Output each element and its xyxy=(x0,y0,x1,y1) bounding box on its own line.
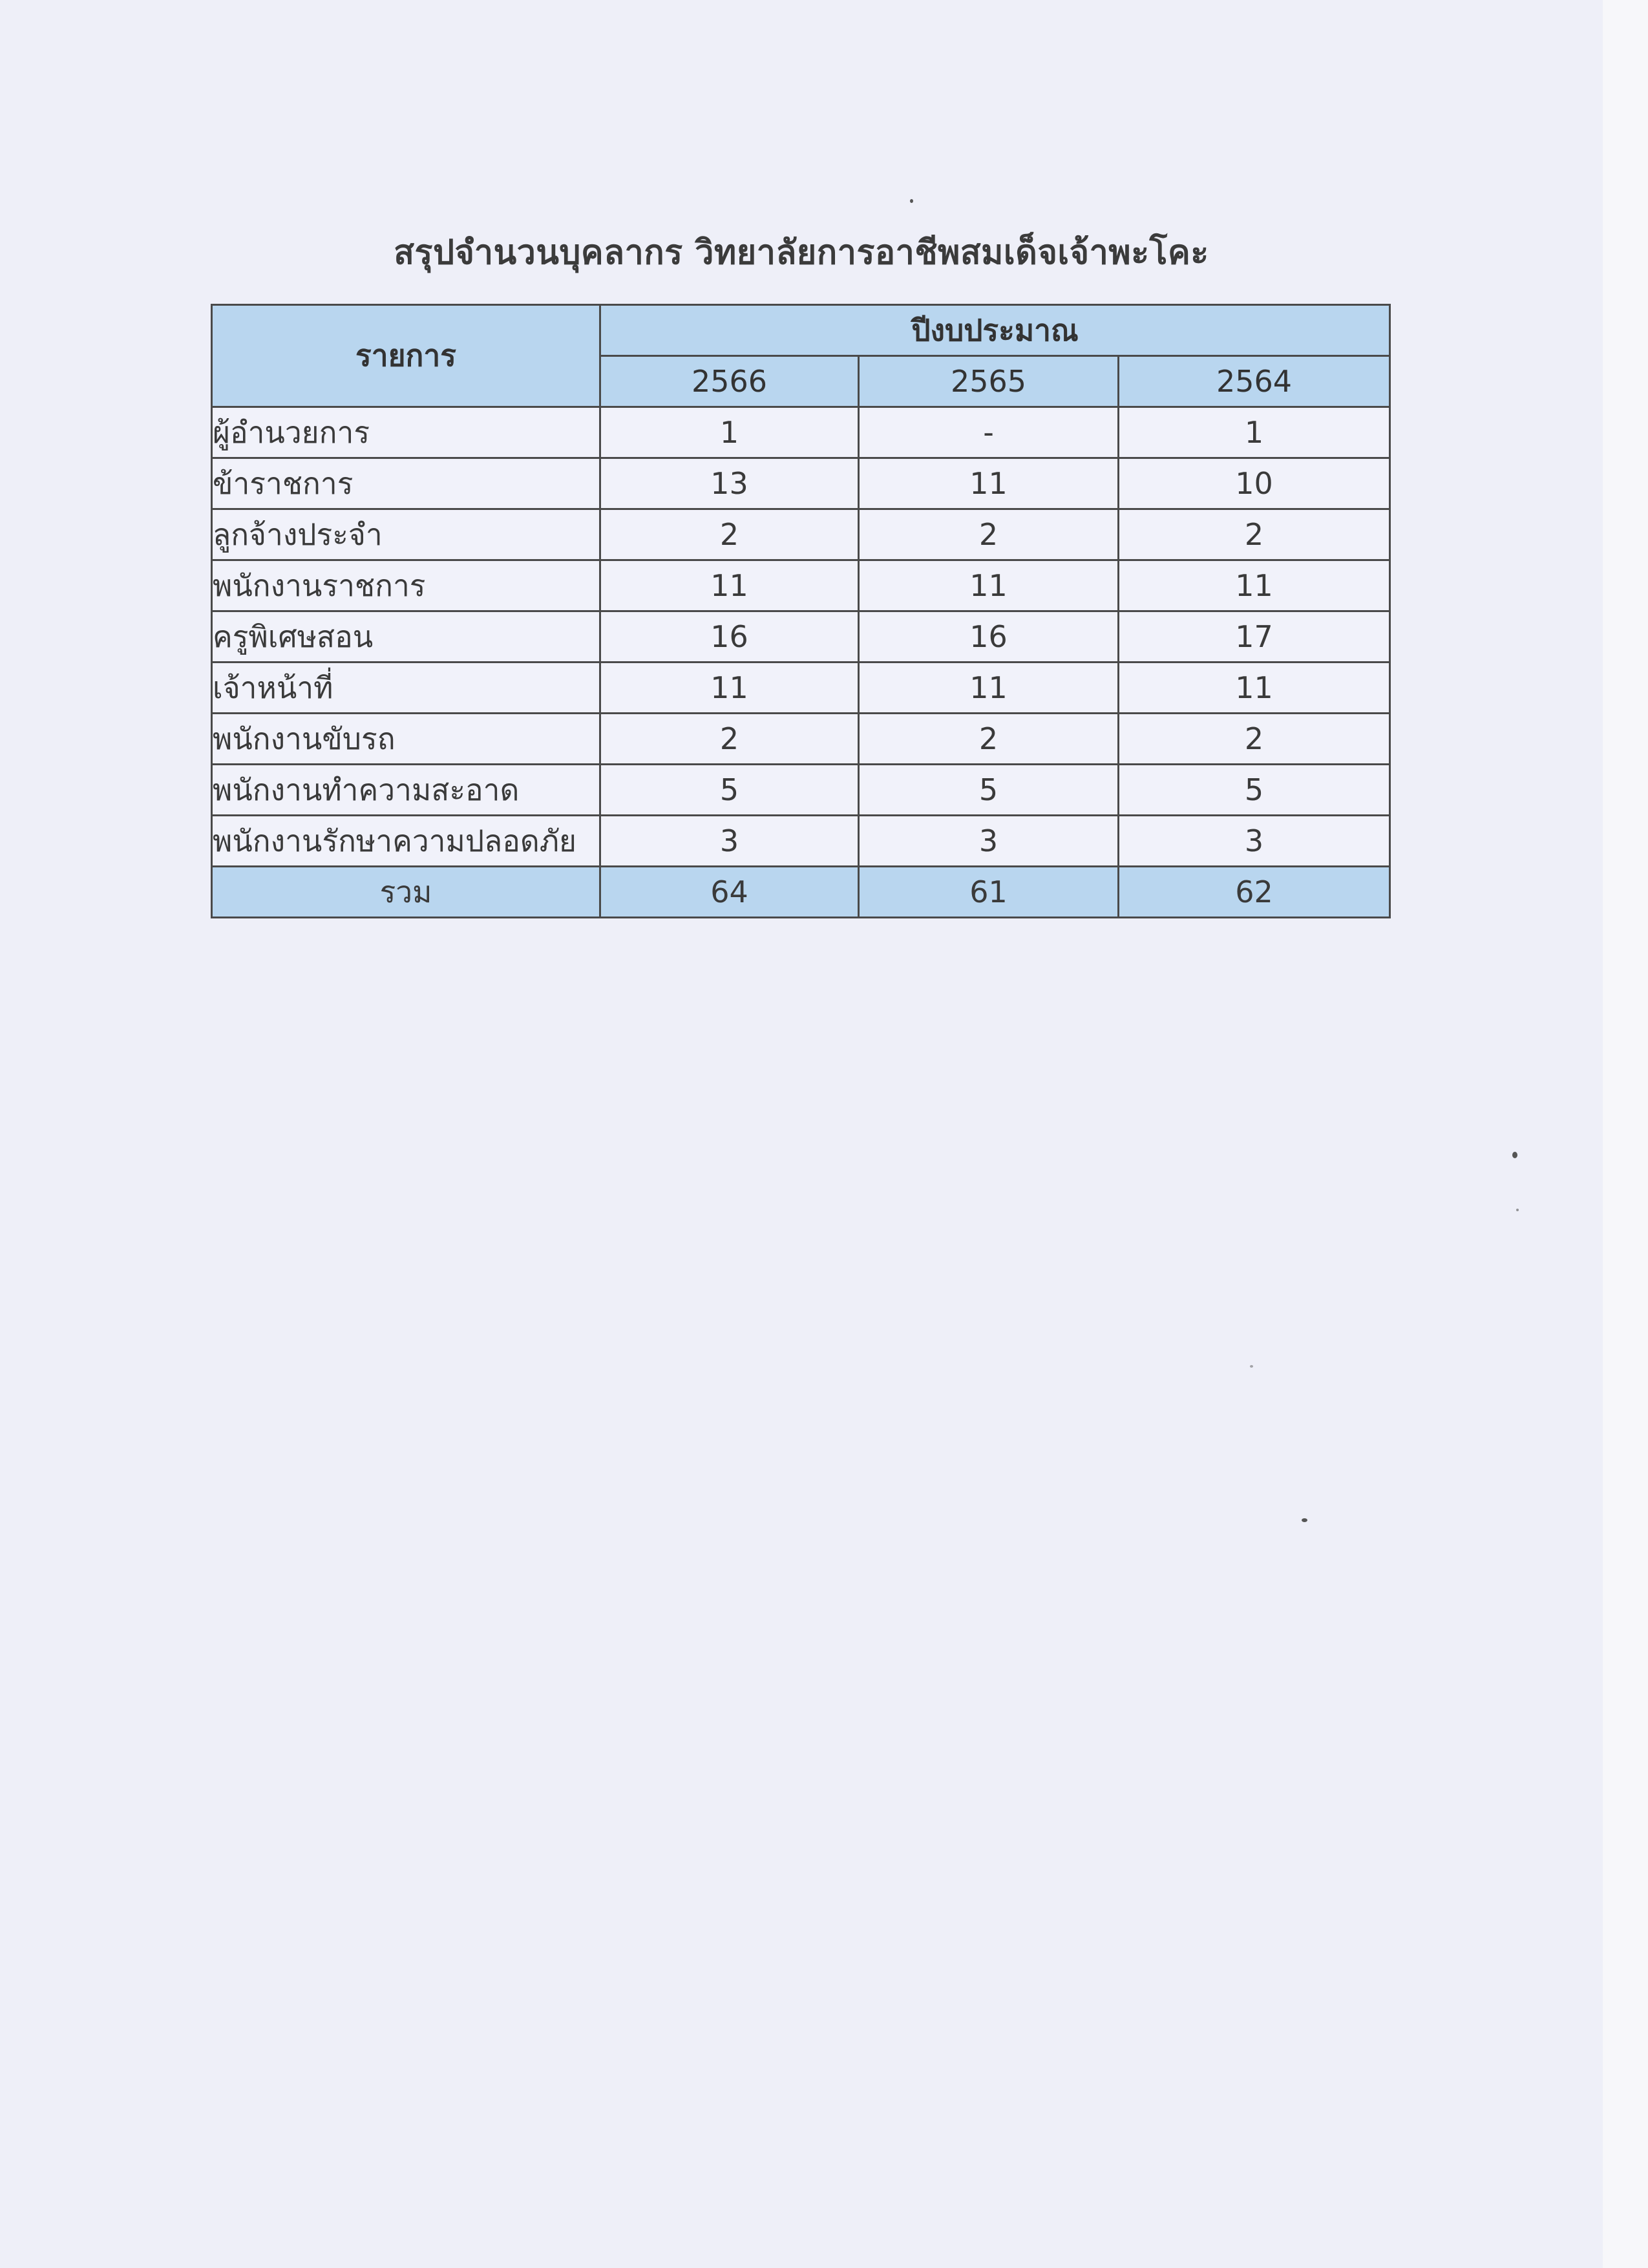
cell-2565: 3 xyxy=(859,816,1119,867)
document-title: สรุปจำนวนบุคลากร วิทยาลัยการอาชีพสมเด็จเจ้าพะโคะ xyxy=(394,233,1209,272)
table-row xyxy=(212,509,1390,560)
page-edge xyxy=(1603,0,1648,2268)
row-label: พนักงานขับรถ xyxy=(212,714,600,765)
header-year-2564: 2564 xyxy=(1119,356,1390,407)
cell-2566: 13 xyxy=(600,458,859,509)
scan-speck xyxy=(1302,1518,1307,1522)
cell-2564: 1 xyxy=(1119,407,1390,458)
cell-2565: 5 xyxy=(859,765,1119,816)
table-row xyxy=(212,714,1390,765)
header-year-2565: 2565 xyxy=(859,356,1119,407)
cell-2566: 2 xyxy=(600,714,859,765)
table-row xyxy=(212,560,1390,611)
header-fiscal-year: ปีงบประมาณ xyxy=(600,305,1390,356)
cell-2566: 5 xyxy=(600,765,859,816)
cell-2565: - xyxy=(859,407,1119,458)
total-2566: 64 xyxy=(600,867,859,918)
total-label: รวม xyxy=(212,867,600,918)
cell-2566: 11 xyxy=(600,662,859,714)
cell-2566: 2 xyxy=(600,509,859,560)
cell-2566: 16 xyxy=(600,611,859,662)
cell-2564: 2 xyxy=(1119,714,1390,765)
cell-2565: 11 xyxy=(859,662,1119,714)
total-2564: 62 xyxy=(1119,867,1390,918)
cell-2564: 10 xyxy=(1119,458,1390,509)
cell-2564: 17 xyxy=(1119,611,1390,662)
scan-speck xyxy=(910,199,913,203)
row-label: พนักงานรักษาความปลอดภัย xyxy=(212,816,600,867)
cell-2565: 11 xyxy=(859,458,1119,509)
row-label: ข้าราชการ xyxy=(212,458,600,509)
row-label: พนักงานราชการ xyxy=(212,560,600,611)
row-label: ครูพิเศษสอน xyxy=(212,611,600,662)
cell-2566: 11 xyxy=(600,560,859,611)
cell-2566: 1 xyxy=(600,407,859,458)
cell-2566: 3 xyxy=(600,816,859,867)
personnel-summary-table xyxy=(211,304,1391,918)
header-item: รายการ xyxy=(212,305,600,407)
table-row xyxy=(212,611,1390,662)
row-label: พนักงานทำความสะอาด xyxy=(212,765,600,816)
row-label: ลูกจ้างประจำ xyxy=(212,509,600,560)
cell-2565: 2 xyxy=(859,714,1119,765)
total-2565: 61 xyxy=(859,867,1119,918)
table-header-row xyxy=(212,305,1390,356)
table-row xyxy=(212,816,1390,867)
table-row xyxy=(212,458,1390,509)
table-row xyxy=(212,765,1390,816)
table-row xyxy=(212,662,1390,714)
scan-speck xyxy=(1512,1152,1517,1158)
row-label: เจ้าหน้าที่ xyxy=(212,662,600,714)
cell-2564: 2 xyxy=(1119,509,1390,560)
table-row xyxy=(212,407,1390,458)
cell-2564: 11 xyxy=(1119,662,1390,714)
scan-speck xyxy=(1516,1209,1519,1211)
cell-2565: 16 xyxy=(859,611,1119,662)
scan-speck xyxy=(1250,1365,1253,1368)
cell-2565: 2 xyxy=(859,509,1119,560)
cell-2564: 5 xyxy=(1119,765,1390,816)
cell-2564: 11 xyxy=(1119,560,1390,611)
row-label: ผู้อำนวยการ xyxy=(212,407,600,458)
cell-2564: 3 xyxy=(1119,816,1390,867)
cell-2565: 11 xyxy=(859,560,1119,611)
table-total-row xyxy=(212,867,1390,918)
header-year-2566: 2566 xyxy=(600,356,859,407)
